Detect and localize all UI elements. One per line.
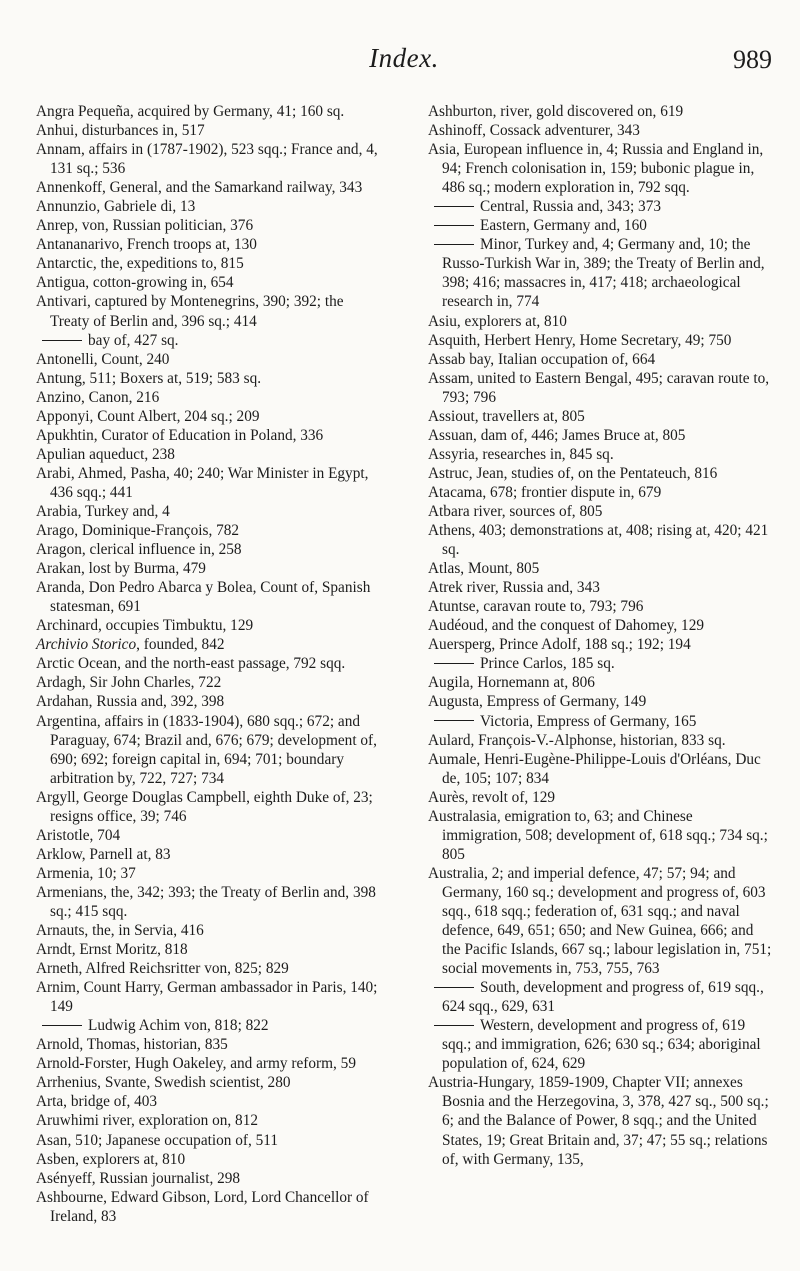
index-entry: Assab bay, Italian occupation of, 664 [428,350,656,368]
index-entry: Arneth, Alfred Reichsritter von, 825; 829 [36,960,289,978]
index-subentry: Western, development and progress of, 619 sqq.; and immigration, 626; 630 sq.; 634; aboriginal population of, 624, 629 [428,1016,774,1073]
index-entry: Antarctic, the, expeditions to, 815 [36,255,244,273]
index-entry: Arabia, Turkey and, 4 [36,502,170,520]
index-entry: Arakan, lost by Burma, 479 [36,560,206,578]
index-entry: Augusta, Empress of Germany, 149 [428,693,647,711]
index-entry: Armenia, 10; 37 [36,864,136,882]
index-entry: Antananarivo, French troops at, 130 [36,236,257,254]
index-subentry: Minor, Turkey and, 4; Germany and, 10; the Russo-Turkish War in, 389; the Treaty of Berlin and, 398; 416; massacres in, 417; 418; archaeological research in, 774 [428,235,774,311]
index-entry: Arrhenius, Svante, Swedish scientist, 280 [36,1074,291,1092]
index-entry: Arago, Dominique-François, 782 [36,522,240,540]
index-subentry: Eastern, Germany and, 160 [428,216,774,235]
index-entry: Ashburton, river, gold discovered on, 619 [428,103,684,120]
index-entry: Ardahan, Russia and, 392, 398 [36,693,225,711]
index-entry: Annam, affairs in (1787-1902), 523 sqq.; France and, 4, 131 sq.; 536 [36,141,378,178]
index-entry: Aristotle, 704 [36,826,121,844]
index-entry: Arklow, Parnell at, 83 [36,845,171,863]
ditto-dash [434,244,474,245]
ditto-dash [434,663,474,664]
index-entry: Anrep, von, Russian politician, 376 [36,217,254,235]
index-entry: Aruwhimi river, exploration on, 812 [36,1112,258,1130]
index-entry: Assiout, travellers at, 805 [428,407,585,425]
index-entry: Astruc, Jean, studies of, on the Pentateuch, 816 [428,464,718,482]
index-entry: Austria-Hungary, 1859-1909, Chapter VII; annexes Bosnia and the Herzegovina, 3, 378, 427 sq., 500 sq.; 6; and the Balance of Power, 8 sqq.; and the United States, 19; Great Britain and, 37; 47; 55 sq.; relations of, with Germany, 135, [428,1074,769,1168]
index-entry: Atuntse, caravan route to, 793; 796 [428,598,644,616]
index-entry: Apukhtin, Curator of Education in Poland, 336 [36,426,324,444]
index-subentry: Victoria, Empress of Germany, 165 [428,712,774,731]
index-column-right [428,102,774,1169]
index-entry: Aurès, revolt of, 129 [428,788,556,806]
running-title: Index. [369,43,439,73]
ditto-dash [42,1025,82,1026]
index-entry: Atbara river, sources of, 805 [428,502,603,520]
index-entry: Arnold, Thomas, historian, 835 [36,1036,228,1054]
index-entry: Asia, European influence in, 4; Russia and England in, 94; French colonisation in, 159; bubonic plague in, 486 sq.; modern exploration in, 792 sqq. [428,141,764,197]
index-entry: Atrek river, Russia and, 343 [428,579,600,597]
index-entry: Arnim, Count Harry, German ambassador in Paris, 140; 149 [36,979,378,1016]
index-entry: Arnold-Forster, Hugh Oakeley, and army reform, 59 [36,1055,356,1073]
index-entry: Apulian aqueduct, 238 [36,445,175,463]
index-entry: Athens, 403; demonstrations at, 408; rising at, 420; 421 sq. [428,522,769,559]
index-entry: Ashbourne, Edward Gibson, Lord, Lord Chancellor of Ireland, 83 [36,1188,369,1225]
index-entry: Argyll, George Douglas Campbell, eighth Duke of, 23; resigns office, 39; 746 [36,788,373,825]
index-entry: Arndt, Ernst Moritz, 818 [36,941,188,959]
ditto-dash [434,225,474,226]
index-entry: Archinard, occupies Timbuktu, 129 [36,617,254,635]
index-subentry: bay of, 427 sq. [36,331,382,350]
index-entry: Armenians, the, 342; 393; the Treaty of Berlin and, 398 sq.; 415 sqq. [36,883,376,920]
index-entry: Apponyi, Count Albert, 204 sq.; 209 [36,407,260,425]
index-subentry: Prince Carlos, 185 sq. [428,654,774,673]
index-entry: Audéoud, and the conquest of Dahomey, 129 [428,617,704,635]
ditto-dash [434,987,474,988]
index-entry: Asquith, Herbert Henry, Home Secretary, 49; 750 [428,331,732,349]
index-entry: Atlas, Mount, 805 [428,560,540,578]
index-entry: Angra Pequeña, acquired by Germany, 41; 160 sq. [36,103,345,120]
index-entry: Asben, explorers at, 810 [36,1150,186,1168]
index-entry: Ashinoff, Cossack adventurer, 343 [428,122,640,140]
index-entry: Arctic Ocean, and the north-east passage, 792 sqq. [36,655,346,673]
index-entry: Aranda, Don Pedro Abarca y Bolea, Count of, Spanish statesman, 691 [36,579,371,616]
page-header [36,43,772,77]
index-entry: Antung, 511; Boxers at, 519; 583 sq. [36,369,262,387]
ditto-dash [434,206,474,207]
index-entry: Asan, 510; Japanese occupation of, 511 [36,1131,278,1149]
index-entry: Archivio Storico, founded, 842 [36,636,225,654]
index-entry: Antonelli, Count, 240 [36,350,170,368]
ditto-dash [434,720,474,721]
index-entry: Australia, 2; and imperial defence, 47; 57; 94; and Germany, 160 sq.; development and progress of, 603 sqq., 618 sqq.; federation of, 631 sqq.; and naval defence, 649, 651; 650; and New Guinea, 666; and the Pacific Islands, 667 sq.; labour legislation in, 751; social movements in, 753, 755, 763 [428,864,772,978]
index-column-left [36,102,382,1226]
index-entry: Atacama, 678; frontier dispute in, 679 [428,483,662,501]
page-number: 989 [733,45,772,74]
index-entry: Anhui, disturbances in, 517 [36,122,205,140]
index-subentry: Ludwig Achim von, 818; 822 [36,1016,382,1035]
index-entry: Assyria, researches in, 845 sq. [428,445,614,463]
index-entry: Auersperg, Prince Adolf, 188 sq.; 192; 194 [428,636,691,654]
index-entry: Asényeff, Russian journalist, 298 [36,1169,241,1187]
index-entry: Annunzio, Gabriele di, 13 [36,198,196,216]
index-entry: Australasia, emigration to, 63; and Chinese immigration, 508; development of, 618 sqq.; 734 sq.; 805 [428,807,768,863]
index-entry: Arnauts, the, in Servia, 416 [36,922,204,940]
index-entry: Assuan, dam of, 446; James Bruce at, 805 [428,426,686,444]
ditto-dash [42,340,82,341]
index-entry: Asiu, explorers at, 810 [428,312,567,330]
index-entry: Antivari, captured by Montenegrins, 390; 392; the Treaty of Berlin and, 396 sq.; 414 [36,293,344,330]
index-entry: Arabi, Ahmed, Pasha, 40; 240; War Minister in Egypt, 436 sqq.; 441 [36,464,369,501]
index-entry: Assam, united to Eastern Bengal, 495; caravan route to, 793; 796 [428,369,770,406]
ditto-dash [434,1025,474,1026]
index-entry: Augila, Hornemann at, 806 [428,674,595,692]
index-entry: Aragon, clerical influence in, 258 [36,541,242,559]
index-entry: Ardagh, Sir John Charles, 722 [36,674,222,692]
index-subentry: Central, Russia and, 343; 373 [428,197,774,216]
index-entry: Aulard, François-V.-Alphonse, historian, 833 sq. [428,731,726,749]
index-entry: Antigua, cotton-growing in, 654 [36,274,234,292]
index-entry: Anzino, Canon, 216 [36,388,160,406]
index-subentry: South, development and progress of, 619 sqq., 624 sqq., 629, 631 [428,978,774,1016]
index-entry: Aumale, Henri-Eugène-Philippe-Louis d'Orléans, Duc de, 105; 107; 834 [428,750,761,787]
index-entry: Arta, bridge of, 403 [36,1093,158,1111]
index-entry: Annenkoff, General, and the Samarkand railway, 343 [36,179,363,197]
index-entry: Argentina, affairs in (1833-1904), 680 sqq.; 672; and Paraguay, 674; Brazil and, 676; 679; development of, 690; 692; foreign capital in, 694; 701; boundary arbitration by, 722, 727; 734 [36,712,377,787]
